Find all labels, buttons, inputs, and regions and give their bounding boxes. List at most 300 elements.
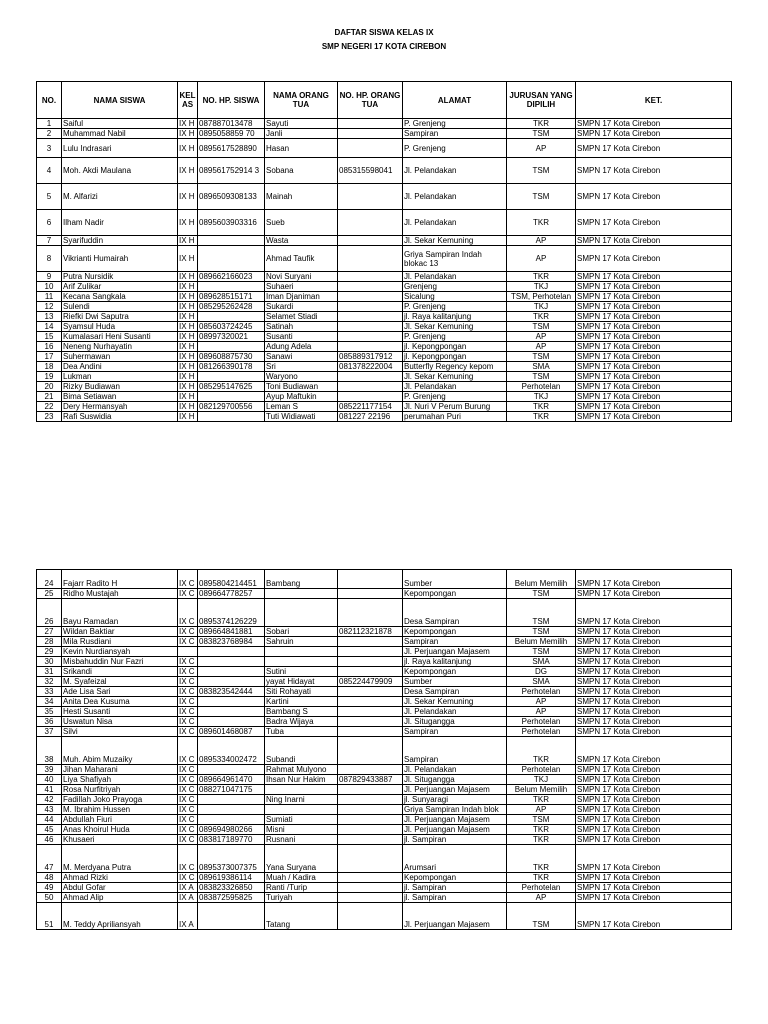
table-header-row <box>37 82 732 119</box>
cell-hp-siswa: 0895058859 70 <box>198 129 265 139</box>
cell-ket: SMPN 17 Kota Cirebon <box>576 302 732 312</box>
cell-alamat: jl. Sampiran <box>403 883 507 893</box>
header-nama-siswa: NAMA SISWA <box>62 82 178 119</box>
cell-ket: SMPN 17 Kota Cirebon <box>576 322 732 332</box>
cell-kelas: IX H <box>178 382 198 392</box>
cell-nama-siswa: M. Ibrahim Hussen <box>62 805 178 815</box>
table-row <box>37 627 732 637</box>
cell-nama-siswa: Muhammad Nabil <box>62 129 178 139</box>
cell-hp-orang-tua <box>338 765 403 775</box>
cell-no: 45 <box>37 825 62 835</box>
cell-hp-orang-tua <box>338 129 403 139</box>
cell-nama-orang-tua: Sueb <box>265 210 338 236</box>
cell-no: 2 <box>37 129 62 139</box>
cell-nama-orang-tua: Turiyah <box>265 893 338 903</box>
cell-hp-siswa: 089662166023 <box>198 272 265 282</box>
cell-nama-orang-tua: Bambang <box>265 570 338 589</box>
table-row <box>37 903 732 930</box>
cell-nama-orang-tua: Kartini <box>265 697 338 707</box>
cell-kelas: IX C <box>178 775 198 785</box>
cell-nama-orang-tua: Suhaeri <box>265 282 338 292</box>
cell-ket: SMPN 17 Kota Cirebon <box>576 392 732 402</box>
cell-nama-siswa: Vikrianti Humairah <box>62 246 178 272</box>
table-row <box>37 272 732 282</box>
cell-jurusan: Belum Memilih <box>507 637 576 647</box>
table-row <box>37 382 732 392</box>
cell-no: 28 <box>37 637 62 647</box>
cell-hp-siswa: 0895374126229 <box>198 599 265 627</box>
cell-nama-orang-tua: Satinah <box>265 322 338 332</box>
cell-alamat: Jl. Sekar Kemuning <box>403 697 507 707</box>
cell-no: 40 <box>37 775 62 785</box>
cell-nama-siswa: Neneng Nurhayatin <box>62 342 178 352</box>
cell-jurusan: TSM <box>507 372 576 382</box>
cell-nama-siswa: Saiful <box>62 119 178 129</box>
cell-jurusan: SMA <box>507 677 576 687</box>
cell-hp-siswa <box>198 815 265 825</box>
cell-jurusan: TSM <box>507 647 576 657</box>
cell-nama-orang-tua <box>265 647 338 657</box>
cell-nama-orang-tua: Hasan <box>265 139 338 158</box>
table-row <box>37 246 732 272</box>
cell-nama-siswa: Kumalasari Heni Susanti <box>62 332 178 342</box>
cell-nama-siswa: Putra Nursidik <box>62 272 178 282</box>
cell-kelas: IX A <box>178 883 198 893</box>
cell-kelas: IX H <box>178 139 198 158</box>
cell-alamat: Jl. Pelandakan <box>403 272 507 282</box>
cell-jurusan: TSM <box>507 352 576 362</box>
cell-nama-siswa: Ahmad Alip <box>62 893 178 903</box>
cell-jurusan: TKR <box>507 402 576 412</box>
cell-ket: SMPN 17 Kota Cirebon <box>576 402 732 412</box>
cell-ket: SMPN 17 Kota Cirebon <box>576 272 732 282</box>
cell-nama-siswa: Suhermawan <box>62 352 178 362</box>
cell-no: 36 <box>37 717 62 727</box>
cell-jurusan: Perhotelan <box>507 717 576 727</box>
cell-jurusan: AP <box>507 342 576 352</box>
cell-no: 30 <box>37 657 62 667</box>
table-row <box>37 139 732 158</box>
cell-nama-orang-tua: Subandi <box>265 737 338 765</box>
cell-ket: SMPN 17 Kota Cirebon <box>576 332 732 342</box>
cell-no: 34 <box>37 697 62 707</box>
table-row <box>37 677 732 687</box>
cell-hp-orang-tua: 085224479909 <box>338 677 403 687</box>
cell-hp-orang-tua <box>338 599 403 627</box>
cell-nama-siswa: Mila Rusdiani <box>62 637 178 647</box>
cell-hp-siswa <box>198 667 265 677</box>
cell-nama-siswa: Srikandi <box>62 667 178 677</box>
cell-nama-orang-tua: Sukardi <box>265 302 338 312</box>
cell-kelas: IX H <box>178 210 198 236</box>
cell-hp-orang-tua <box>338 589 403 599</box>
cell-nama-orang-tua: Mainah <box>265 184 338 210</box>
cell-jurusan: TKJ <box>507 775 576 785</box>
cell-nama-siswa: Lulu Indrasari <box>62 139 178 158</box>
cell-kelas: IX H <box>178 372 198 382</box>
cell-nama-orang-tua: Sobari <box>265 627 338 637</box>
cell-no: 51 <box>37 903 62 930</box>
cell-jurusan: AP <box>507 246 576 272</box>
cell-hp-orang-tua <box>338 372 403 382</box>
cell-jurusan: Perhotelan <box>507 883 576 893</box>
cell-hp-orang-tua <box>338 825 403 835</box>
cell-ket: SMPN 17 Kota Cirebon <box>576 727 732 737</box>
cell-alamat: Desa Sampiran <box>403 599 507 627</box>
cell-hp-siswa <box>198 765 265 775</box>
cell-alamat: perumahan Puri <box>403 412 507 422</box>
cell-no: 20 <box>37 382 62 392</box>
header-jurusan: JURUSAN YANG DIPILIH <box>507 82 576 119</box>
cell-hp-siswa: 083823768984 <box>198 637 265 647</box>
cell-nama-siswa: Bima Setiawan <box>62 392 178 402</box>
cell-nama-orang-tua: yayat Hidayat <box>265 677 338 687</box>
cell-alamat: jl. Kepongpongan <box>403 352 507 362</box>
cell-ket: SMPN 17 Kota Cirebon <box>576 883 732 893</box>
cell-no: 26 <box>37 599 62 627</box>
cell-nama-siswa: Ilham Nadir <box>62 210 178 236</box>
cell-alamat: Jl. Perjuangan Majasem <box>403 647 507 657</box>
cell-kelas: IX C <box>178 717 198 727</box>
cell-alamat: Kepompongan <box>403 873 507 883</box>
cell-hp-orang-tua <box>338 139 403 158</box>
cell-no: 41 <box>37 785 62 795</box>
cell-jurusan: TSM <box>507 903 576 930</box>
cell-alamat: Jl. Sekar Kemuning <box>403 372 507 382</box>
cell-hp-orang-tua <box>338 119 403 129</box>
cell-ket: SMPN 17 Kota Cirebon <box>576 647 732 657</box>
cell-hp-orang-tua <box>338 845 403 873</box>
cell-alamat: Grenjeng <box>403 282 507 292</box>
table-row <box>37 570 732 589</box>
cell-nama-orang-tua: Sahruin <box>265 637 338 647</box>
cell-kelas: IX C <box>178 845 198 873</box>
cell-kelas: IX H <box>178 412 198 422</box>
cell-hp-orang-tua: 081378222004 <box>338 362 403 372</box>
cell-nama-siswa: Hesti Susanti <box>62 707 178 717</box>
header-kelas: KEL AS <box>178 82 198 119</box>
cell-kelas: IX C <box>178 589 198 599</box>
cell-hp-orang-tua <box>338 392 403 402</box>
cell-nama-siswa: Fadillah Joko Prayoga <box>62 795 178 805</box>
cell-no: 4 <box>37 158 62 184</box>
cell-kelas: IX C <box>178 677 198 687</box>
table-row <box>37 717 732 727</box>
cell-jurusan: TKR <box>507 825 576 835</box>
cell-jurusan: AP <box>507 332 576 342</box>
cell-hp-siswa: 085295147625 <box>198 382 265 392</box>
cell-alamat: Jl. Pelandakan <box>403 184 507 210</box>
cell-no: 38 <box>37 737 62 765</box>
cell-jurusan: TSM <box>507 627 576 637</box>
cell-ket: SMPN 17 Kota Cirebon <box>576 570 732 589</box>
cell-nama-orang-tua: Sumiati <box>265 815 338 825</box>
cell-jurusan: TKJ <box>507 282 576 292</box>
cell-nama-orang-tua: Ranti /Turip <box>265 883 338 893</box>
cell-hp-orang-tua <box>338 302 403 312</box>
cell-no: 5 <box>37 184 62 210</box>
cell-hp-siswa: 085603724245 <box>198 322 265 332</box>
table-row <box>37 282 732 292</box>
cell-alamat: Jl. Situgangga <box>403 775 507 785</box>
cell-alamat: Sampiran <box>403 737 507 765</box>
cell-alamat: Sampiran <box>403 129 507 139</box>
cell-alamat: jl. Sampiran <box>403 835 507 845</box>
cell-jurusan: AP <box>507 805 576 815</box>
cell-hp-orang-tua <box>338 805 403 815</box>
cell-jurusan: Perhotelan <box>507 727 576 737</box>
cell-jurusan: TKR <box>507 737 576 765</box>
cell-alamat: jl. Sampiran <box>403 893 507 903</box>
cell-no: 13 <box>37 312 62 322</box>
cell-no: 18 <box>37 362 62 372</box>
cell-no: 35 <box>37 707 62 717</box>
cell-kelas: IX C <box>178 599 198 627</box>
cell-nama-siswa: Abdullah Fiuri <box>62 815 178 825</box>
cell-no: 39 <box>37 765 62 775</box>
cell-hp-siswa: 083823326850 <box>198 883 265 893</box>
cell-kelas: IX C <box>178 627 198 637</box>
cell-hp-orang-tua <box>338 210 403 236</box>
cell-jurusan: TSM <box>507 589 576 599</box>
cell-ket: SMPN 17 Kota Cirebon <box>576 873 732 883</box>
cell-nama-orang-tua: Bambang S <box>265 707 338 717</box>
cell-hp-orang-tua <box>338 236 403 246</box>
cell-no: 46 <box>37 835 62 845</box>
cell-jurusan: TSM, Perhotelan <box>507 292 576 302</box>
cell-ket: SMPN 17 Kota Cirebon <box>576 382 732 392</box>
cell-alamat: Sampiran <box>403 727 507 737</box>
cell-hp-siswa <box>198 717 265 727</box>
table-row <box>37 342 732 352</box>
cell-jurusan: Perhotelan <box>507 687 576 697</box>
cell-hp-orang-tua <box>338 282 403 292</box>
document-subtitle: SMP NEGERI 17 KOTA CIREBON <box>321 42 447 51</box>
cell-nama-siswa: Rizky Budiawan <box>62 382 178 392</box>
cell-ket: SMPN 17 Kota Cirebon <box>576 139 732 158</box>
cell-nama-orang-tua: Sri <box>265 362 338 372</box>
cell-hp-siswa <box>198 312 265 322</box>
cell-jurusan: AP <box>507 139 576 158</box>
cell-hp-orang-tua <box>338 883 403 893</box>
cell-ket: SMPN 17 Kota Cirebon <box>576 119 732 129</box>
cell-nama-orang-tua: Tuti Widiawati <box>265 412 338 422</box>
table-row <box>37 667 732 677</box>
cell-hp-orang-tua <box>338 795 403 805</box>
table-row <box>37 825 732 835</box>
cell-jurusan: TSM <box>507 129 576 139</box>
cell-ket: SMPN 17 Kota Cirebon <box>576 903 732 930</box>
cell-kelas: IX H <box>178 322 198 332</box>
cell-hp-siswa <box>198 697 265 707</box>
cell-hp-siswa: 083823542444 <box>198 687 265 697</box>
cell-nama-orang-tua: Susanti <box>265 332 338 342</box>
cell-nama-siswa: Wildan Baktiar <box>62 627 178 637</box>
cell-alamat: Sumber <box>403 570 507 589</box>
cell-hp-siswa: 089664961470 <box>198 775 265 785</box>
cell-hp-siswa <box>198 677 265 687</box>
cell-hp-siswa: 0895334002472 <box>198 737 265 765</box>
cell-nama-orang-tua: Yana Suryana <box>265 845 338 873</box>
table-row <box>37 835 732 845</box>
cell-kelas: IX A <box>178 903 198 930</box>
header-no: NO. <box>37 82 62 119</box>
cell-no: 8 <box>37 246 62 272</box>
cell-nama-siswa: Abdul Gofar <box>62 883 178 893</box>
cell-alamat: P. Grenjeng <box>403 332 507 342</box>
cell-alamat: P. Grenjeng <box>403 302 507 312</box>
table-row <box>37 332 732 342</box>
table-row <box>37 362 732 372</box>
cell-alamat: Jl. Nuri V Perum Burung <box>403 402 507 412</box>
cell-jurusan: TKR <box>507 312 576 322</box>
cell-kelas: IX C <box>178 637 198 647</box>
cell-kelas: IX H <box>178 352 198 362</box>
cell-jurusan: Belum Memilih <box>507 570 576 589</box>
cell-jurusan: SMA <box>507 362 576 372</box>
cell-nama-siswa: M. Alfarizi <box>62 184 178 210</box>
cell-alamat: Griya Sampiran Indah blok <box>403 805 507 815</box>
cell-nama-siswa: Anas Khoirul Huda <box>62 825 178 835</box>
cell-hp-siswa: 083872595825 <box>198 893 265 903</box>
cell-hp-orang-tua <box>338 382 403 392</box>
header-hp-orang-tua: NO. HP. ORANG TUA <box>338 82 403 119</box>
cell-kelas: IX H <box>178 158 198 184</box>
cell-kelas: IX H <box>178 129 198 139</box>
cell-ket: SMPN 17 Kota Cirebon <box>576 184 732 210</box>
cell-hp-orang-tua <box>338 312 403 322</box>
cell-ket: SMPN 17 Kota Cirebon <box>576 835 732 845</box>
cell-nama-orang-tua <box>265 589 338 599</box>
table-row <box>37 707 732 717</box>
cell-hp-siswa <box>198 282 265 292</box>
cell-hp-orang-tua <box>338 637 403 647</box>
table-row <box>37 392 732 402</box>
cell-jurusan: TKR <box>507 272 576 282</box>
cell-nama-siswa: Uswatun Nisa <box>62 717 178 727</box>
cell-ket: SMPN 17 Kota Cirebon <box>576 845 732 873</box>
table-row <box>37 412 732 422</box>
table-row <box>37 657 732 667</box>
cell-alamat: Kepompongan <box>403 667 507 677</box>
cell-ket: SMPN 17 Kota Cirebon <box>576 765 732 775</box>
cell-alamat: P. Grenjeng <box>403 139 507 158</box>
cell-no: 16 <box>37 342 62 352</box>
cell-jurusan: TKR <box>507 845 576 873</box>
cell-ket: SMPN 17 Kota Cirebon <box>576 687 732 697</box>
cell-nama-orang-tua: Siti Rohayati <box>265 687 338 697</box>
cell-ket: SMPN 17 Kota Cirebon <box>576 667 732 677</box>
cell-nama-orang-tua: Tuba <box>265 727 338 737</box>
cell-nama-orang-tua: Rusnani <box>265 835 338 845</box>
cell-alamat: Jl. Perjuangan Majasem <box>403 825 507 835</box>
cell-hp-orang-tua: 085315598041 <box>338 158 403 184</box>
cell-kelas: IX C <box>178 765 198 775</box>
cell-ket: SMPN 17 Kota Cirebon <box>576 825 732 835</box>
cell-hp-siswa <box>198 372 265 382</box>
cell-nama-siswa: M. Syafeizal <box>62 677 178 687</box>
cell-hp-siswa: 089561752914 3 <box>198 158 265 184</box>
header-ket: KET. <box>576 82 732 119</box>
table-row <box>37 795 732 805</box>
cell-kelas: IX C <box>178 815 198 825</box>
cell-nama-siswa: Liya Shafiyah <box>62 775 178 785</box>
cell-hp-orang-tua: 085889317912 <box>338 352 403 362</box>
cell-nama-siswa: Muh. Abim Muzaiky <box>62 737 178 765</box>
header-hp-siswa: NO. HP. SISWA <box>198 82 265 119</box>
cell-hp-siswa: 082129700556 <box>198 402 265 412</box>
table-row <box>37 893 732 903</box>
table-row <box>37 637 732 647</box>
cell-ket: SMPN 17 Kota Cirebon <box>576 785 732 795</box>
cell-alamat: Butterfly Regency kepom <box>403 362 507 372</box>
cell-hp-siswa: 0895804214451 <box>198 570 265 589</box>
cell-nama-siswa: Moh. Akdi Maulana <box>62 158 178 184</box>
cell-ket: SMPN 17 Kota Cirebon <box>576 893 732 903</box>
cell-nama-siswa: Fajarr Radito H <box>62 570 178 589</box>
cell-nama-orang-tua: Ahmad Taufik <box>265 246 338 272</box>
cell-nama-orang-tua: Selamet Stiadi <box>265 312 338 322</box>
table-row <box>37 210 732 236</box>
cell-kelas: IX H <box>178 292 198 302</box>
cell-jurusan: Perhotelan <box>507 765 576 775</box>
cell-hp-siswa <box>198 236 265 246</box>
cell-hp-orang-tua <box>338 737 403 765</box>
cell-hp-siswa <box>198 903 265 930</box>
table-row <box>37 322 732 332</box>
cell-alamat: P. Grenjeng <box>403 392 507 402</box>
cell-hp-orang-tua <box>338 570 403 589</box>
cell-ket: SMPN 17 Kota Cirebon <box>576 657 732 667</box>
table-row <box>37 687 732 697</box>
cell-nama-orang-tua: Sobana <box>265 158 338 184</box>
cell-ket: SMPN 17 Kota Cirebon <box>576 717 732 727</box>
cell-nama-siswa: M. Teddy Apriliansyah <box>62 903 178 930</box>
table-row <box>37 775 732 785</box>
cell-ket: SMPN 17 Kota Cirebon <box>576 815 732 825</box>
cell-no: 9 <box>37 272 62 282</box>
cell-nama-orang-tua: Ning Inarni <box>265 795 338 805</box>
cell-ket: SMPN 17 Kota Cirebon <box>576 312 732 322</box>
cell-kelas: IX H <box>178 282 198 292</box>
cell-hp-orang-tua <box>338 903 403 930</box>
table-row <box>37 312 732 322</box>
cell-ket: SMPN 17 Kota Cirebon <box>576 775 732 785</box>
header-alamat: ALAMAT <box>403 82 507 119</box>
cell-jurusan: TSM <box>507 599 576 627</box>
table-row <box>37 302 732 312</box>
cell-hp-orang-tua <box>338 893 403 903</box>
cell-kelas: IX H <box>178 272 198 282</box>
cell-no: 49 <box>37 883 62 893</box>
cell-nama-orang-tua: Janli <box>265 129 338 139</box>
cell-jurusan: AP <box>507 697 576 707</box>
cell-ket: SMPN 17 Kota Cirebon <box>576 342 732 352</box>
cell-no: 15 <box>37 332 62 342</box>
table-row <box>37 372 732 382</box>
student-table-class-ix-h <box>36 81 732 422</box>
table-row <box>37 599 732 627</box>
cell-hp-siswa <box>198 647 265 657</box>
cell-hp-siswa: 087887013478 <box>198 119 265 129</box>
cell-alamat: Jl. Situgangga <box>403 717 507 727</box>
cell-nama-orang-tua <box>265 599 338 627</box>
cell-hp-orang-tua <box>338 332 403 342</box>
cell-no: 19 <box>37 372 62 382</box>
cell-nama-siswa: Kevin Nurdiansyah <box>62 647 178 657</box>
cell-nama-siswa: M. Merdyana Putra <box>62 845 178 873</box>
cell-no: 44 <box>37 815 62 825</box>
